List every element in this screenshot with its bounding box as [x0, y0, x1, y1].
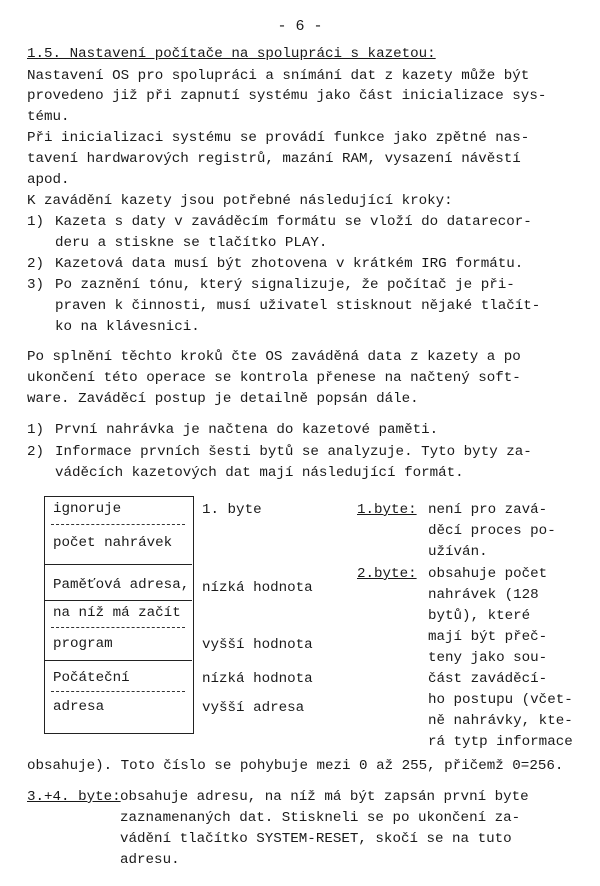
intro-line: Nastavení OS pro spolupráci a snímání dat z kazety může být	[27, 68, 530, 84]
after-table-line: obsahuje). Toto číslo se pohybuje mezi 0 až 255, přičemž 0=256.	[27, 758, 564, 774]
step-number: 2)	[27, 256, 45, 272]
intro-line: apod.	[27, 172, 70, 188]
intro-line: Při inicializaci systému se provádí funkce jako zpětné nas-	[27, 130, 530, 146]
side-label: 1. byte	[202, 502, 262, 518]
side-label: nízká hodnota	[202, 671, 313, 687]
byte-note-line: ně nahrávky, kte-	[428, 713, 573, 729]
dashed-divider	[51, 524, 185, 525]
table-cell: na níž má začít	[53, 605, 181, 621]
step-text: Informace prvních šesti bytů se analyzuje. Tyto byty za-	[55, 444, 532, 460]
step-number: 3)	[27, 277, 45, 293]
table-cell: Paměťová adresa,	[53, 577, 190, 593]
table-cell: program	[53, 636, 113, 652]
byte-note-line: nahrávek (128	[428, 587, 539, 603]
intro-line: K zavádění kazety jsou potřebné následující kroky:	[27, 193, 453, 209]
byte-note-line: děcí proces po-	[428, 523, 556, 539]
solid-divider	[45, 600, 192, 601]
byte-note-label: 1.byte:	[357, 502, 417, 518]
step-text: praven k činnosti, musí uživatel stisknout nějaké tlačít-	[55, 298, 541, 314]
step-text: Kazetová data musí být zhotovena v krátkém IRG formátu.	[55, 256, 524, 272]
paragraph-line: Po splnění těchto kroků čte OS zaváděná data z kazety a po	[27, 349, 521, 365]
byte-note-label: 2.byte:	[357, 566, 417, 582]
bytes34-line: vádění tlačítko SYSTEM-RESET, skočí se na tuto	[120, 831, 512, 847]
step-text: Kazeta s daty v zaváděcím formátu se vloží do datarecor-	[55, 214, 532, 230]
step-number: 1)	[27, 422, 45, 438]
step-text: deru a stiskne se tlačítko PLAY.	[55, 235, 328, 251]
bytes34-label: 3.+4. byte:	[27, 789, 121, 805]
byte-note-line: část zaváděcí-	[428, 671, 548, 687]
table-cell: počet nahrávek	[53, 535, 173, 551]
byte-note-line: užíván.	[428, 544, 488, 560]
byte-note-line: obsahuje počet	[428, 566, 548, 582]
intro-line: tavení hardwarových registrů, mazání RAM, vysazení návěstí	[27, 151, 521, 167]
byte-note-line: bytů), které	[428, 608, 531, 624]
byte-note-line: mají být přeč-	[428, 629, 548, 645]
section-heading: 1.5. Nastavení počítače na spolupráci s kazetou:	[27, 46, 436, 62]
intro-line: tému.	[27, 109, 70, 125]
byte-note-line: rá tytp informace	[428, 734, 573, 750]
step-text: Po zaznění tónu, který signalizuje, že počítač je při-	[55, 277, 515, 293]
table-cell: Počáteční	[53, 670, 130, 686]
table-cell: adresa	[53, 699, 105, 715]
byte-layout-table	[44, 496, 194, 734]
side-label: nízká hodnota	[202, 580, 313, 596]
byte-note-line: není pro zavá-	[428, 502, 548, 518]
step-text: váděcích kazetových dat mají následující formát.	[55, 465, 464, 481]
step-number: 1)	[27, 214, 45, 230]
dashed-divider	[51, 627, 185, 628]
solid-divider	[45, 660, 192, 661]
intro-line: provedeno již při zapnutí systému jako část inicializace sys-	[27, 88, 547, 104]
side-label: vyšší hodnota	[202, 637, 313, 653]
byte-note-line: ho postupu (včet-	[428, 692, 573, 708]
step-number: 2)	[27, 444, 45, 460]
step-text: ko na klávesnici.	[55, 319, 200, 335]
byte-note-line: teny jako sou-	[428, 650, 548, 666]
side-label: vyšší adresa	[202, 700, 305, 716]
bytes34-line: zaznamenaných dat. Stiskneli se po ukončení za-	[120, 810, 521, 826]
bytes34-line: obsahuje adresu, na níž má být zapsán první byte	[120, 789, 529, 805]
table-cell: ignoruje	[53, 501, 122, 517]
paragraph-line: ware. Zaváděcí postup je detailně popsán dále.	[27, 391, 419, 407]
page-number: - 6 -	[277, 18, 323, 35]
solid-divider	[45, 564, 192, 565]
step-text: První nahrávka je načtena do kazetové paměti.	[55, 422, 439, 438]
bytes34-line: adresu.	[120, 852, 180, 868]
dashed-divider	[51, 691, 185, 692]
paragraph-line: ukončení této operace se kontrola přenese na načtený soft-	[27, 370, 521, 386]
